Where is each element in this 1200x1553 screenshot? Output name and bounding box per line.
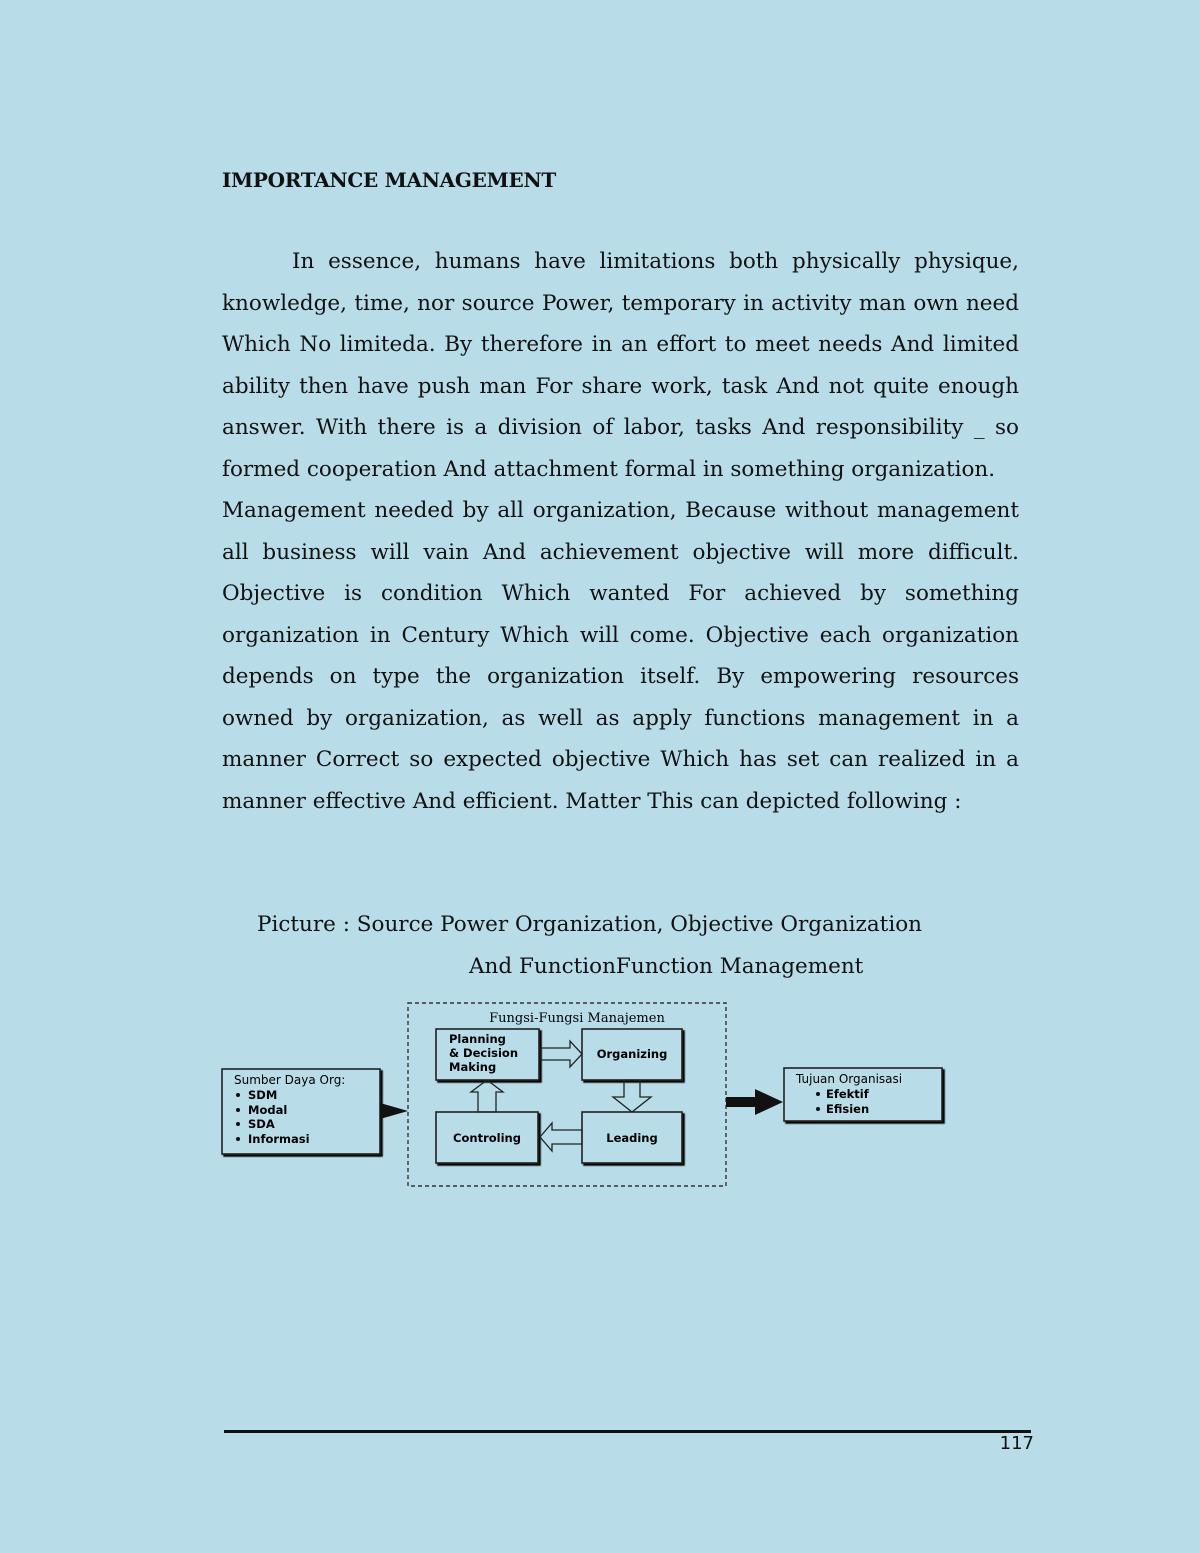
goal-item: Efektif [826, 1087, 869, 1101]
body-text [222, 241, 1019, 822]
hollow-arrow-right-icon [541, 1041, 582, 1067]
caption-line-2: And FunctionFunction Management [469, 953, 864, 979]
planning-label-line-2: & Decision [449, 1046, 519, 1060]
resource-item: SDM [248, 1088, 278, 1102]
resource-item: SDA [248, 1117, 275, 1131]
hollow-arrow-left-icon [540, 1123, 582, 1151]
goal-item: Efisien [826, 1102, 870, 1116]
resource-item: Informasi [248, 1132, 310, 1146]
goals-title: Tujuan Organisasi [796, 1072, 903, 1086]
section-heading: IMPORTANCE MANAGEMENT [222, 168, 556, 192]
page-number: 117 [999, 1433, 1034, 1454]
management-functions-diagram [215, 995, 955, 1195]
paragraph-1: In essence, humans have limitations both physically physique, knowledge, time, nor source Power, temporary in activity man own need Which No limiteda. By therefore in an effort to meet needs And limited ability then have push man For share work, task And not quite enough answer. With there is a division of labor, tasks And responsibility _ so formed cooperation And attachment formal in something organization. [222, 249, 1019, 482]
resource-item: Modal [248, 1103, 288, 1117]
planning-label-line-3: Making [449, 1060, 497, 1074]
arrow-right-icon [755, 1089, 783, 1115]
hollow-arrow-down-icon [613, 1080, 651, 1112]
bullet-icon [816, 1092, 820, 1096]
leading-label: Leading [606, 1131, 658, 1145]
paragraph-2: Management needed by all organization, Because without management all business will vain And achievement objective will more difficult. Objective is condition Which wanted For achieved by something organization in Century Which will come. Objective each organization depends on type the organization itself. By empowering resources owned by organization, as well as apply functions management in a manner Correct so expected objective Which has set can realized in a manner effective And efficient. Matter This can depicted following : [222, 498, 1019, 814]
arrow-right-icon [380, 1103, 408, 1119]
planning-label-line-1: Planning [449, 1032, 506, 1046]
bullet-icon [236, 1093, 240, 1097]
figure-caption [222, 904, 1019, 987]
group-title: Fungsi-Fungsi Manajemen [489, 1011, 665, 1026]
bullet-icon [236, 1137, 240, 1141]
organizing-label: Organizing [596, 1047, 668, 1061]
bullet-icon [236, 1122, 240, 1126]
bullet-icon [236, 1108, 240, 1112]
resources-title: Sumber Daya Org: [234, 1073, 346, 1087]
caption-line-1: Picture : Source Power Organization, Objective Organization [257, 912, 922, 937]
footer-divider [224, 1430, 1031, 1433]
bullet-icon [816, 1107, 820, 1111]
controlling-label: Controling [453, 1131, 521, 1145]
hollow-arrow-up-icon [471, 1080, 503, 1112]
